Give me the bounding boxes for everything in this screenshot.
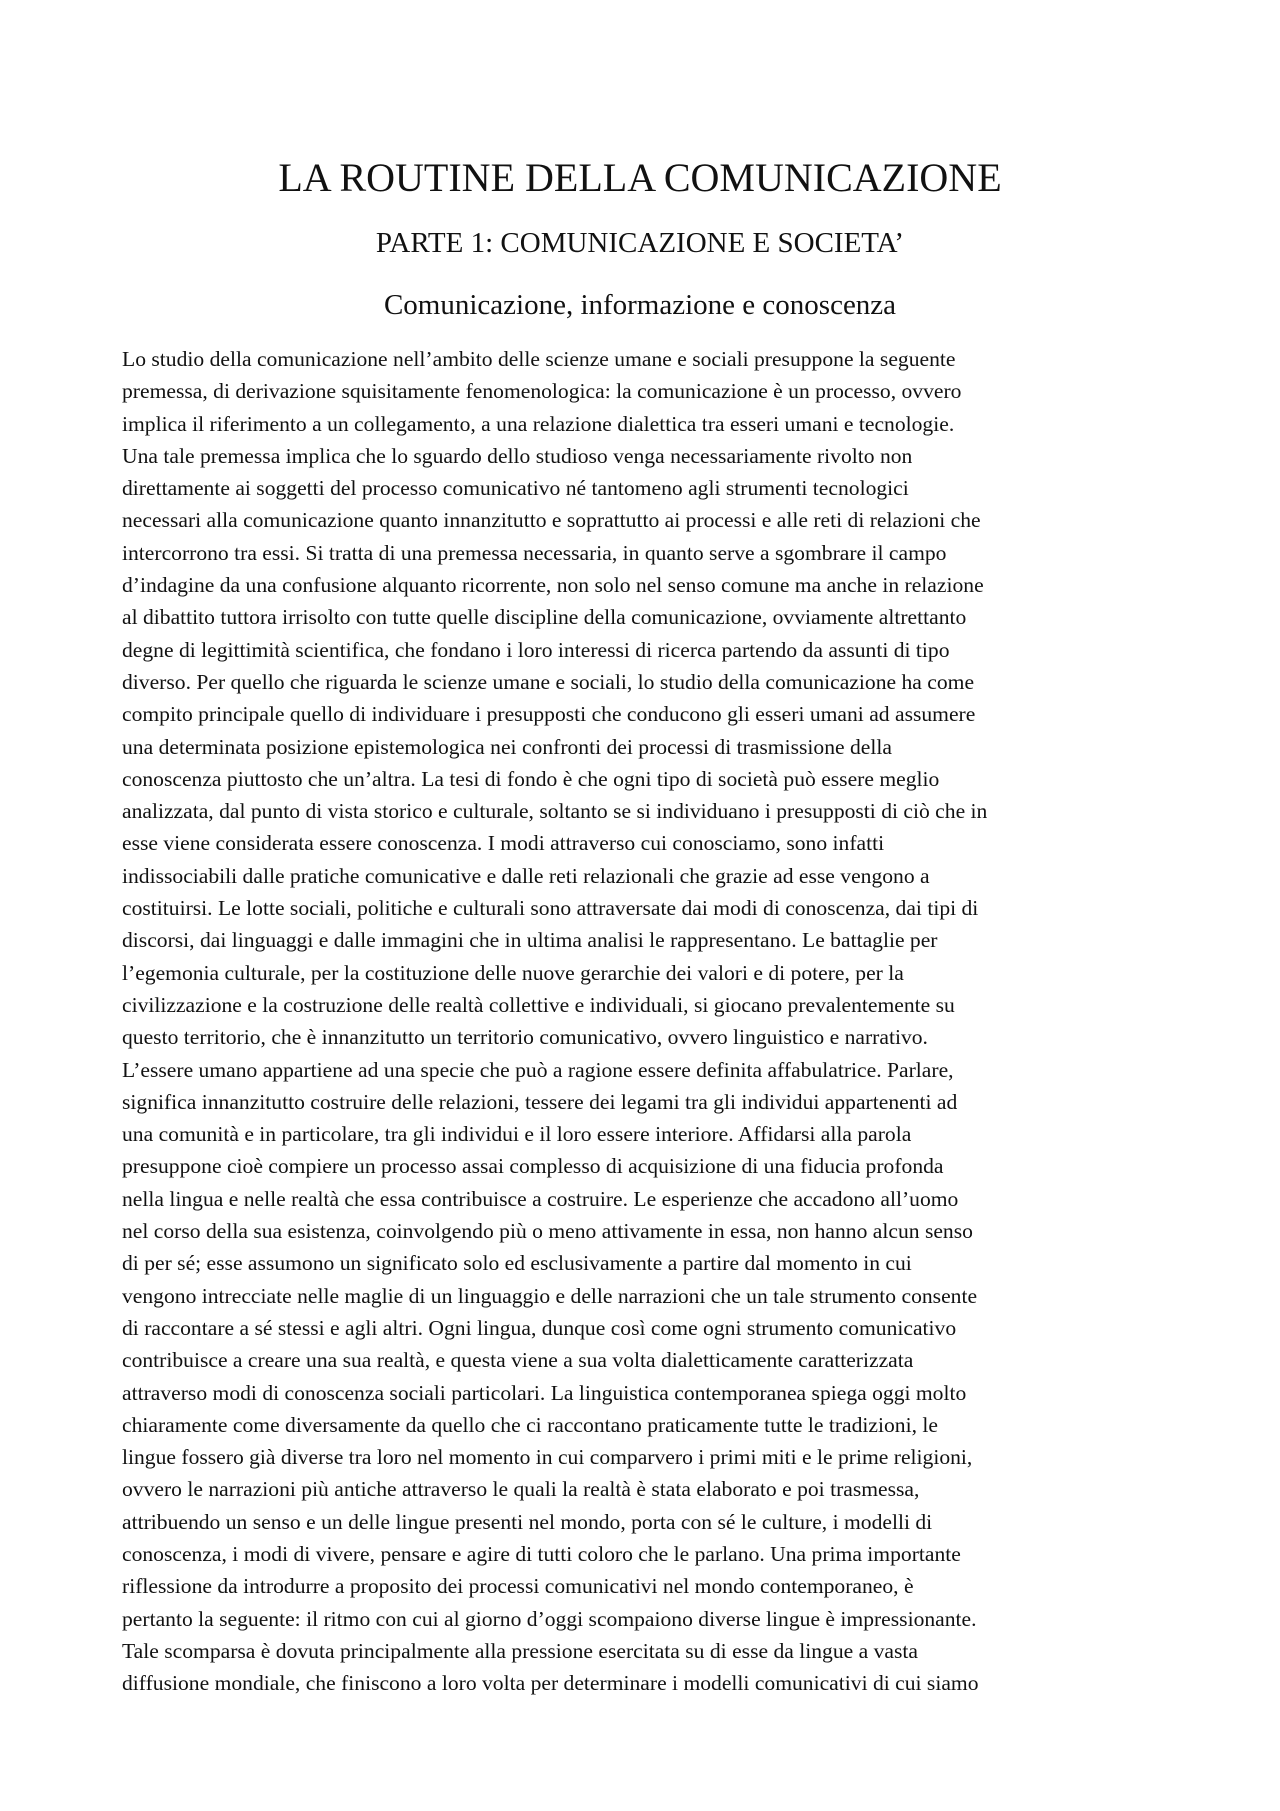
body-line: di per sé; esse assumono un significato solo ed esclusivamente a partire dal momento in cui [122, 1251, 912, 1276]
body-line: lingue fossero già diverse tra loro nel momento in cui comparvero i primi miti e le prime religioni, [122, 1445, 973, 1470]
section-heading: Comunicazione, informazione e conoscenza [383, 289, 897, 321]
body-paragraph [122, 343, 1162, 1699]
body-line: una determinata posizione epistemologica nei confronti dei processi di trasmissione della [122, 734, 892, 759]
body-line: al dibattito tuttora irrisolto con tutte quelle discipline della comunicazione, ovviamente altrettanto [122, 605, 967, 630]
body-line: nella lingua e nelle realtà che essa contribuisce a costruire. Le esperienze che accadono all’uomo [122, 1186, 959, 1211]
body-line: questo territorio, che è innanzitutto un territorio comunicativo, ovvero linguistico e narrativo. [122, 1025, 928, 1050]
body-line: analizzata, dal punto di vista storico e culturale, soltanto se si individuano i presupposti di ciò che in [122, 799, 988, 824]
document-title: LA ROUTINE DELLA COMUNICAZIONE [278, 155, 1002, 200]
body-line: premessa, di derivazione squisitamente fenomenologica: la comunicazione è un processo, ovvero [122, 379, 962, 404]
body-line: implica il riferimento a un collegamento, a una relazione dialettica tra esseri umani e tecnologie. [122, 411, 955, 436]
body-line: riflessione da introdurre a proposito dei processi comunicativi nel mondo contemporaneo, è [122, 1574, 914, 1599]
body-line: conoscenza, i modi di vivere, pensare e agire di tutti coloro che le parlano. Una prima importante [122, 1541, 961, 1566]
body-line: una comunità e in particolare, tra gli individui e il loro essere interiore. Affidarsi alla parola [122, 1122, 912, 1147]
body-line: Una tale premessa implica che lo sguardo dello studioso venga necessariamente rivolto non [122, 443, 913, 468]
body-line: nel corso della sua esistenza, coinvolgendo più o meno attivamente in essa, non hanno alcun senso [122, 1219, 973, 1244]
body-line: discorsi, dai linguaggi e dalle immagini che in ultima analisi le rappresentano. Le battaglie per [122, 928, 938, 953]
body-line: presuppone cioè compiere un processo assai complesso di acquisizione di una fiducia profonda [122, 1154, 944, 1179]
body-line: necessari alla comunicazione quanto innanzitutto e soprattutto ai processi e alle reti di relazioni che [122, 508, 981, 533]
body-line: diverso. Per quello che riguarda le scienze umane e sociali, lo studio della comunicazione ha come [122, 669, 975, 694]
part-heading: PARTE 1: COMUNICAZIONE E SOCIETA’ [375, 227, 905, 259]
body-line: l’egemonia culturale, per la costituzione delle nuove gerarchie dei valori e di potere, per la [122, 960, 904, 985]
body-line: significa innanzitutto costruire delle relazioni, tessere dei legami tra gli individui appartenenti ad [122, 1089, 958, 1114]
body-line: direttamente ai soggetti del processo comunicativo né tantomeno agli strumenti tecnologici [122, 476, 909, 501]
body-line: attraverso modi di conoscenza sociali particolari. La linguistica contemporanea spiega oggi molto [122, 1380, 967, 1405]
body-line: Lo studio della comunicazione nell’ambito delle scienze umane e sociali presuppone la seguente [122, 347, 956, 371]
body-line: conoscenza piuttosto che un’altra. La tesi di fondo è che ogni tipo di società può essere meglio [122, 766, 940, 791]
body-line: compito principale quello di individuare i presupposti che conducono gli esseri umani ad assumere [122, 702, 976, 727]
body-line: esse viene considerata essere conoscenza. I modi attraverso cui conosciamo, sono infatti [122, 831, 885, 856]
body-line: degne di legittimità scientifica, che fondano i loro interessi di ricerca partendo da assunti di tipo [122, 637, 950, 662]
body-line: Tale scomparsa è dovuta principalmente alla pressione esercitata su di esse da lingue a vasta [122, 1638, 918, 1663]
body-line: d’indagine da una confusione alquanto ricorrente, non solo nel senso comune ma anche in relazione [122, 573, 984, 598]
body-line: vengono intrecciate nelle maglie di un linguaggio e delle narrazioni che un tale strumento consente [122, 1283, 978, 1308]
body-line: pertanto la seguente: il ritmo con cui al giorno d’oggi scompaiono diverse lingue è impressionante. [122, 1606, 977, 1631]
body-line: di raccontare a sé stessi e agli altri. Ogni lingua, dunque così come ogni strumento comunicativo [122, 1315, 957, 1340]
body-line: L’essere umano appartiene ad una specie che può a ragione essere definita affabulatrice. Parlare, [122, 1057, 954, 1082]
body-line: contribuisce a creare una sua realtà, e questa viene a sua volta dialetticamente caratterizzata [122, 1348, 914, 1373]
body-line: attribuendo un senso e un delle lingue presenti nel mondo, porta con sé le culture, i modelli di [122, 1509, 933, 1534]
body-line: costituirsi. Le lotte sociali, politiche e culturali sono attraversate dai modi di conoscenza, dai tipi di [122, 896, 979, 921]
body-line: ovvero le narrazioni più antiche attraverso le quali la realtà è stata elaborato e poi trasmessa, [122, 1477, 920, 1502]
body-line: diffusione mondiale, che finiscono a loro volta per determinare i modelli comunicativi di cui siamo [122, 1671, 979, 1696]
body-line: indissociabili dalle pratiche comunicative e dalle reti relazionali che grazie ad esse vengono a [122, 863, 930, 888]
body-line: intercorrono tra essi. Si tratta di una premessa necessaria, in quanto serve a sgombrare il campo [122, 540, 947, 565]
body-line: civilizzazione e la costruzione delle realtà collettive e individuali, si giocano prevalentemente su [122, 992, 955, 1017]
body-line: chiaramente come diversamente da quello che ci raccontano praticamente tutte le tradizioni, le [122, 1412, 938, 1437]
